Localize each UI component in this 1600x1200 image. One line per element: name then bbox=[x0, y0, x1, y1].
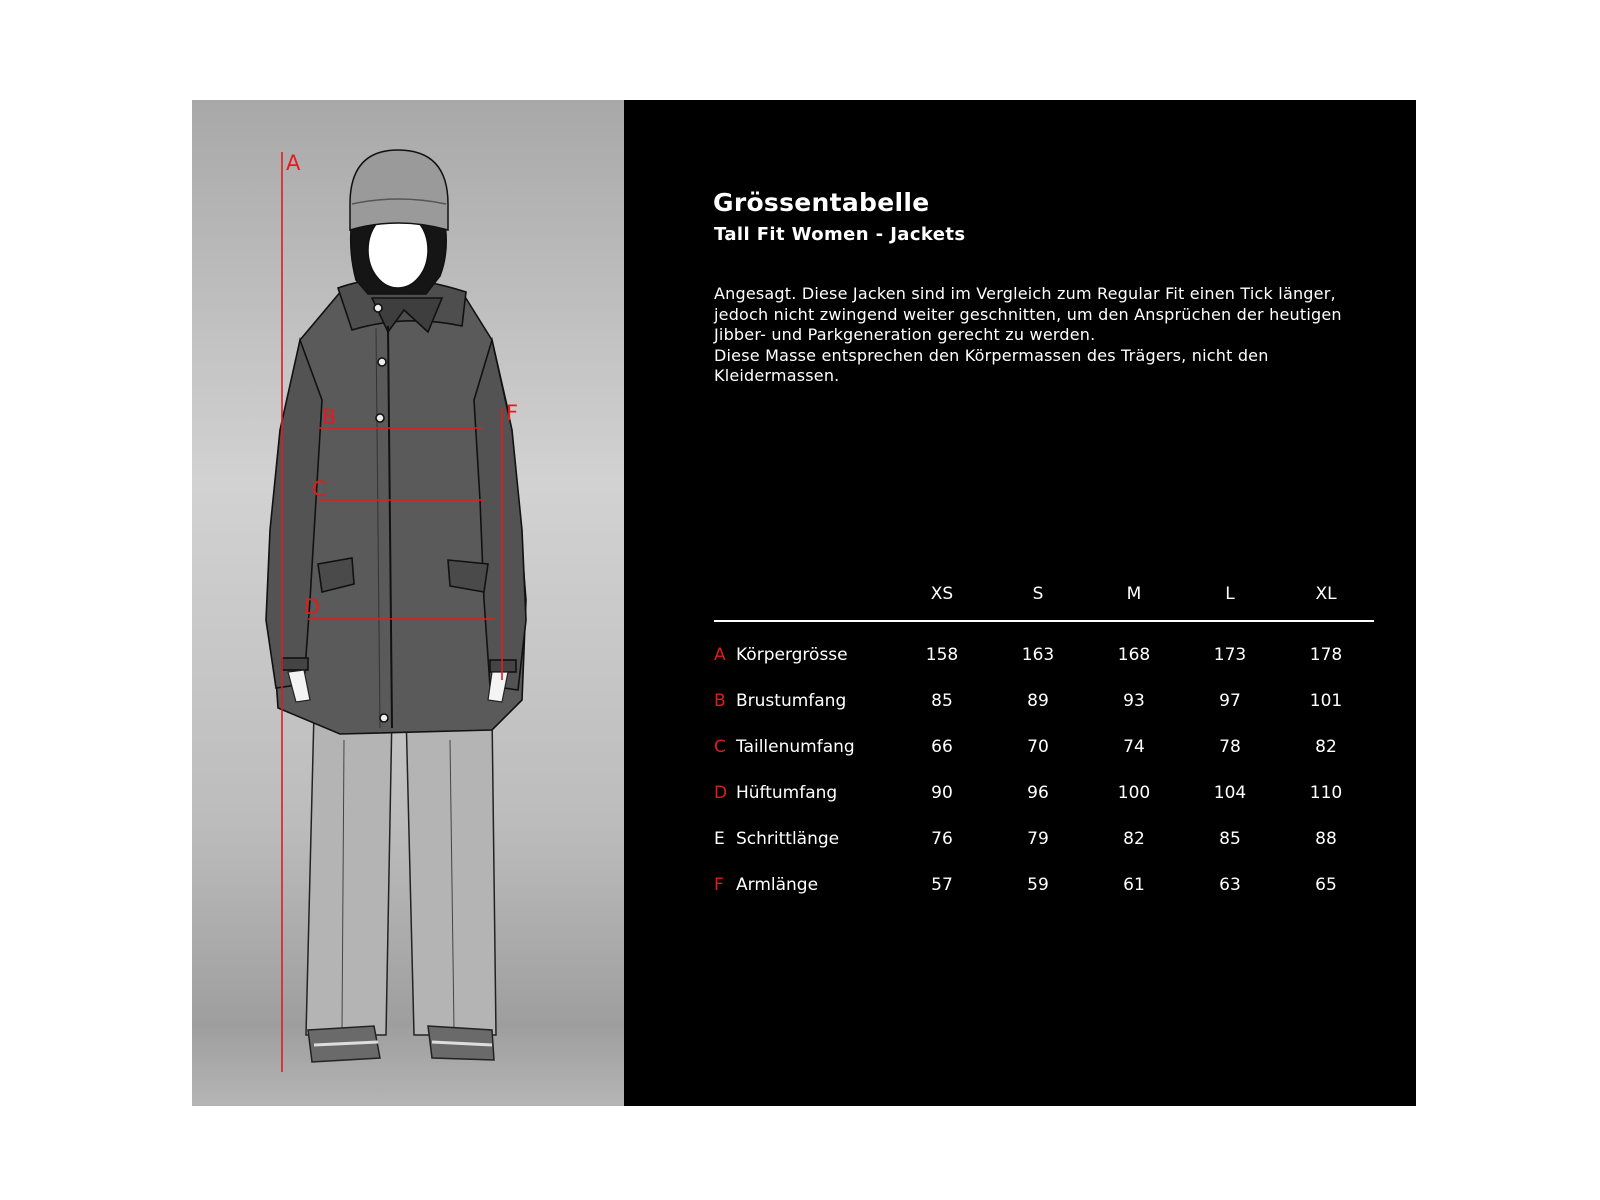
marker-d: D bbox=[304, 595, 321, 619]
row-label-text: Armlänge bbox=[736, 875, 819, 895]
info-panel bbox=[624, 100, 1416, 1106]
size-header-s: S bbox=[990, 568, 1086, 621]
description-text bbox=[714, 284, 1364, 387]
row-label-text: Schrittlänge bbox=[736, 829, 840, 849]
size-header-blank bbox=[714, 568, 894, 621]
table-cell: 65 bbox=[1315, 875, 1337, 895]
table-cell: 63 bbox=[1219, 875, 1241, 895]
table-row bbox=[714, 678, 1374, 724]
table-cell: 104 bbox=[1213, 783, 1247, 803]
jacket-figure-illustration bbox=[192, 100, 624, 1106]
table-cell: 163 bbox=[1021, 645, 1055, 665]
figure-panel bbox=[192, 100, 624, 1106]
size-header-l: L bbox=[1182, 568, 1278, 621]
row-letter: D bbox=[714, 783, 728, 803]
row-label-text: Hüftumfang bbox=[736, 783, 838, 803]
row-label bbox=[714, 816, 894, 862]
head-illustration bbox=[350, 150, 448, 294]
table-cell: 97 bbox=[1219, 691, 1241, 711]
table-cell: 85 bbox=[1219, 829, 1241, 849]
row-label bbox=[714, 621, 894, 678]
table-cell: 66 bbox=[931, 737, 953, 757]
table-row bbox=[714, 621, 1374, 678]
size-header-m: M bbox=[1086, 568, 1182, 621]
page-subtitle: Tall Fit Women - Jackets bbox=[714, 224, 966, 245]
size-header-xs: XS bbox=[894, 568, 990, 621]
row-letter: F bbox=[714, 875, 724, 895]
table-cell: 89 bbox=[1027, 691, 1049, 711]
page-title: Grössentabelle bbox=[713, 188, 930, 217]
description-paragraph-measurements: Diese Masse entsprechen den Körpermassen des Trägers, nicht den Kleidermassen. bbox=[714, 345, 1269, 385]
table-cell: 101 bbox=[1309, 691, 1343, 711]
table-row bbox=[714, 816, 1374, 862]
table-cell: 79 bbox=[1027, 829, 1049, 849]
row-letter: B bbox=[714, 691, 726, 711]
table-cell: 93 bbox=[1123, 691, 1145, 711]
table-cell: 90 bbox=[931, 783, 953, 803]
marker-a: A bbox=[286, 151, 301, 175]
row-letter: A bbox=[714, 645, 726, 665]
table-cell: 96 bbox=[1027, 783, 1049, 803]
size-header-row bbox=[714, 568, 1374, 621]
table-cell: 70 bbox=[1027, 737, 1049, 757]
row-letter: E bbox=[714, 829, 725, 849]
table-cell: 76 bbox=[931, 829, 953, 849]
trousers-illustration bbox=[306, 712, 496, 1035]
table-cell: 88 bbox=[1315, 829, 1337, 849]
table-cell: 85 bbox=[931, 691, 953, 711]
table-row bbox=[714, 862, 1374, 908]
row-label bbox=[714, 770, 894, 816]
table-cell: 173 bbox=[1213, 645, 1247, 665]
marker-b: B bbox=[322, 405, 337, 429]
marker-c: C bbox=[312, 477, 327, 501]
jacket-illustration bbox=[266, 279, 526, 734]
description-paragraph-fit: Angesagt. Diese Jacken sind im Vergleich zum Regular Fit einen Tick länger, jedoch nicht zwingend weiter geschnitten, um den Ansprüchen der heutigen Jibber- und Parkgeneration gerecht zu werden. bbox=[714, 284, 1342, 344]
table-cell: 110 bbox=[1309, 783, 1343, 803]
row-label-text: Brustumfang bbox=[736, 691, 847, 711]
table-cell: 61 bbox=[1123, 875, 1145, 895]
table-cell: 59 bbox=[1027, 875, 1049, 895]
table-cell: 78 bbox=[1219, 737, 1241, 757]
shoes-illustration bbox=[308, 1026, 494, 1062]
row-label-text: Körpergrösse bbox=[736, 645, 848, 665]
row-letter: C bbox=[714, 737, 726, 757]
table-cell: 74 bbox=[1123, 737, 1145, 757]
size-chart-card bbox=[192, 100, 1416, 1106]
table-cell: 168 bbox=[1117, 645, 1151, 665]
table-cell: 82 bbox=[1315, 737, 1337, 757]
table-cell: 158 bbox=[925, 645, 959, 665]
size-header-xl: XL bbox=[1278, 568, 1374, 621]
marker-f: F bbox=[506, 401, 519, 425]
row-label bbox=[714, 724, 894, 770]
table-row bbox=[714, 724, 1374, 770]
table-row bbox=[714, 770, 1374, 816]
row-label bbox=[714, 678, 894, 724]
table-cell: 100 bbox=[1117, 783, 1151, 803]
row-label bbox=[714, 862, 894, 908]
size-table bbox=[714, 568, 1374, 908]
table-cell: 82 bbox=[1123, 829, 1145, 849]
table-cell: 57 bbox=[931, 875, 953, 895]
row-label-text: Taillenumfang bbox=[736, 737, 855, 757]
table-cell: 178 bbox=[1309, 645, 1343, 665]
